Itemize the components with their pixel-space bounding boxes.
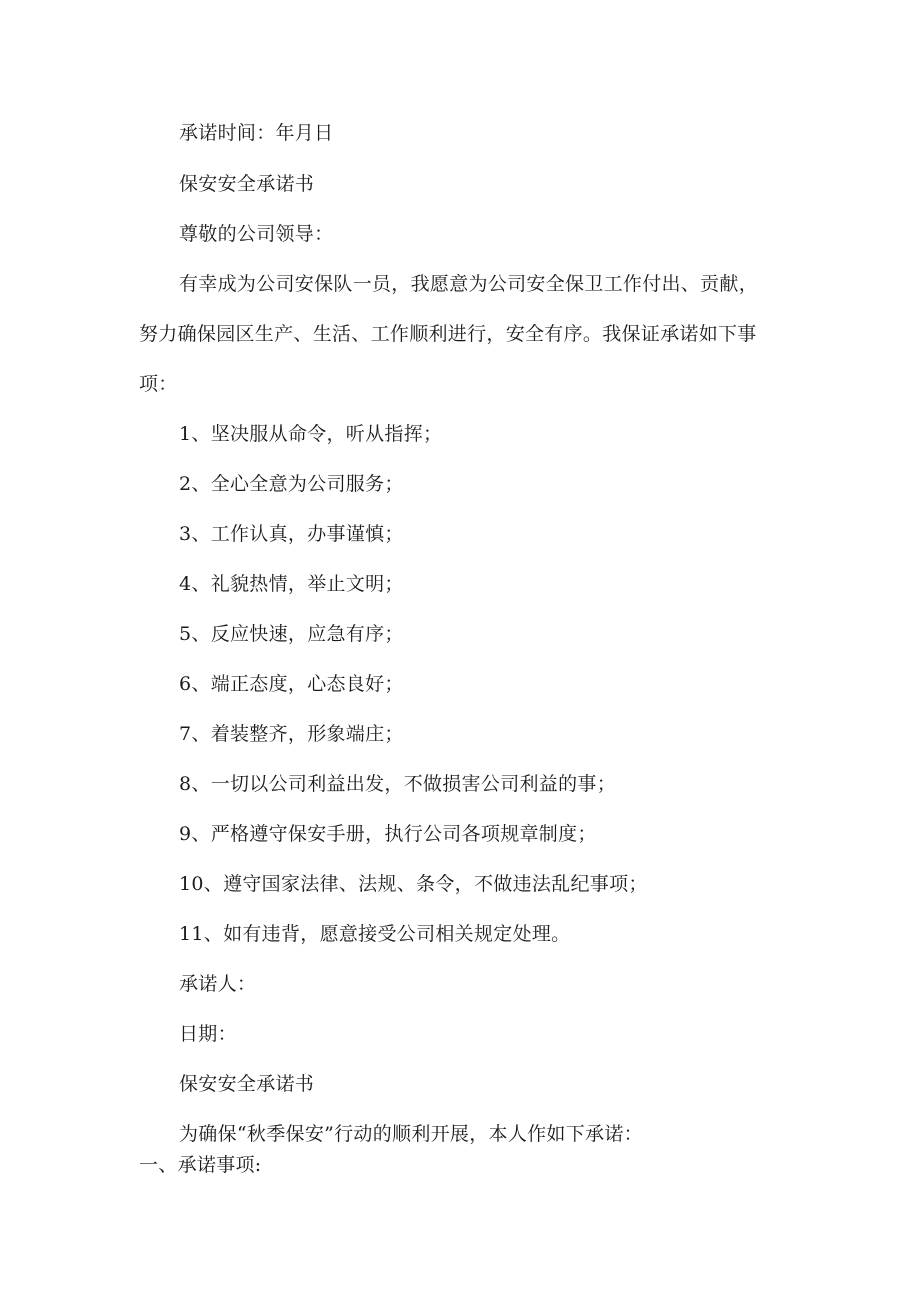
commitment-item: 9、严格遵守保安手册，执行公司各项规章制度； [179,823,597,845]
commit-time-line: 承诺时间：年月日 [179,122,334,144]
intro-paragraph-line: 项： [139,373,178,395]
document-title-2: 保安安全承诺书 [179,1073,315,1095]
paragraph-2: 为确保“秋季保安”行动的顺利开展，本人作如下承诺： [179,1123,643,1145]
commitment-item: 2、全心全意为公司服务； [179,473,404,495]
commitment-item: 10、遵守国家法律、法规、条令，不做违法乱纪事项； [179,873,648,895]
commitment-item: 11、如有违背，愿意接受公司相关规定处理。 [179,923,571,945]
commitment-item: 6、端正态度，心态良好； [179,673,404,695]
commitment-item: 4、礼貌热情，举止文明； [179,573,404,595]
commitment-item: 8、一切以公司利益出发，不做损害公司利益的事； [179,773,616,795]
commitment-item: 3、工作认真，办事谨慎； [179,523,404,545]
intro-paragraph-line: 努力确保园区生产、生活、工作顺利进行，安全有序。我保证承诺如下事 [139,323,757,345]
document-title: 保安安全承诺书 [179,173,315,195]
intro-paragraph-line: 有幸成为公司安保队一员，我愿意为公司安全保卫工作付出、贡献， [179,273,759,295]
commitment-item: 7、着装整齐，形象端庄； [179,723,404,745]
section-heading: 一、承诺事项: [139,1154,262,1176]
salutation: 尊敬的公司领导： [179,223,334,245]
commitment-item: 5、反应快速，应急有序； [179,623,404,645]
signer-label: 承诺人： [179,973,257,995]
commitment-item: 1、坚决服从命令，听从指挥； [179,423,443,445]
date-label: 日期： [179,1023,237,1045]
